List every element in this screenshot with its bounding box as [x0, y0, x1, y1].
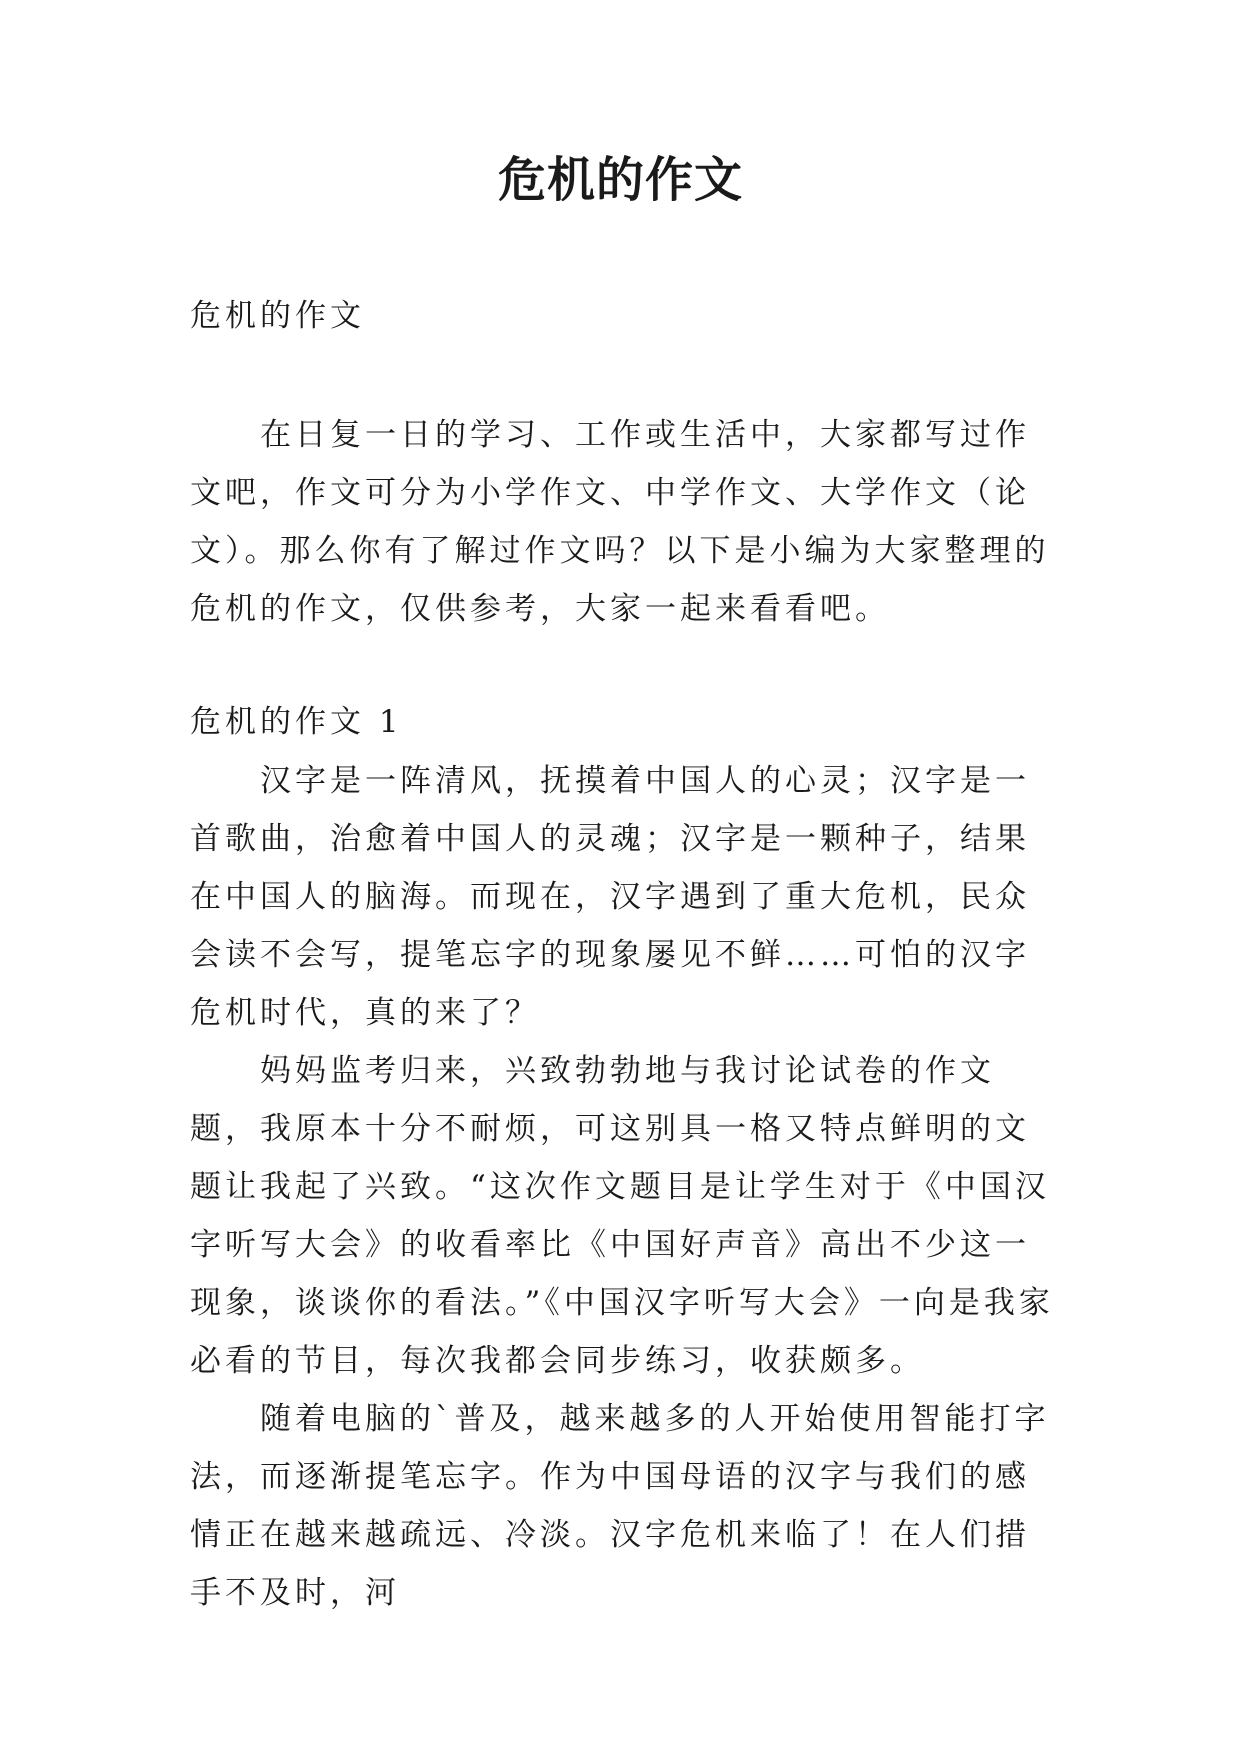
essay-paragraph-2: 妈妈监考归来，兴致勃勃地与我讨论试卷的作文题，我原本十分不耐烦，可这别具一格又特点鲜明的文题让我起了兴致。“这次作文题目是让学生对于《中国汉字听写大会》的收看率比《中国好声音》高出不少这一现象，谈谈你的看法。”《中国汉字听写大会》一向是我家必看的节目，每次我都会同步练习，收获颇多。 — [190, 1053, 1054, 1379]
intro-paragraph: 在日复一日的学习、工作或生活中，大家都写过作文吧，作文可分为小学作文、中学作文、大学作文（论文）。那么你有了解过作文吗？以下是小编为大家整理的危机的作文，仅供参考，大家一起来看看吧。 — [190, 417, 1050, 627]
essay-paragraph-1: 汉字是一阵清风，抚摸着中国人的心灵；汉字是一首歌曲，治愈着中国人的灵魂；汉字是一颗种子，结果在中国人的脑海。而现在，汉字遇到了重大危机，民众会读不会写，提笔忘字的现象屡见不鲜……可怕的汉字危机时代，真的来了？ — [190, 763, 1030, 1031]
document-title: 危机的作文 — [497, 152, 743, 208]
essay-body — [190, 752, 1060, 1622]
document-subtitle: 危机的作文 — [190, 298, 365, 334]
essay-paragraph-3: 随着电脑的`普及，越来越多的人开始使用智能打字法，而逐渐提笔忘字。作为中国母语的汉字与我们的感情正在越来越疏远、冷淡。汉字危机来临了！在人们措手不及时，河 — [190, 1401, 1050, 1611]
section-heading: 危机的作文 1 — [190, 704, 403, 740]
